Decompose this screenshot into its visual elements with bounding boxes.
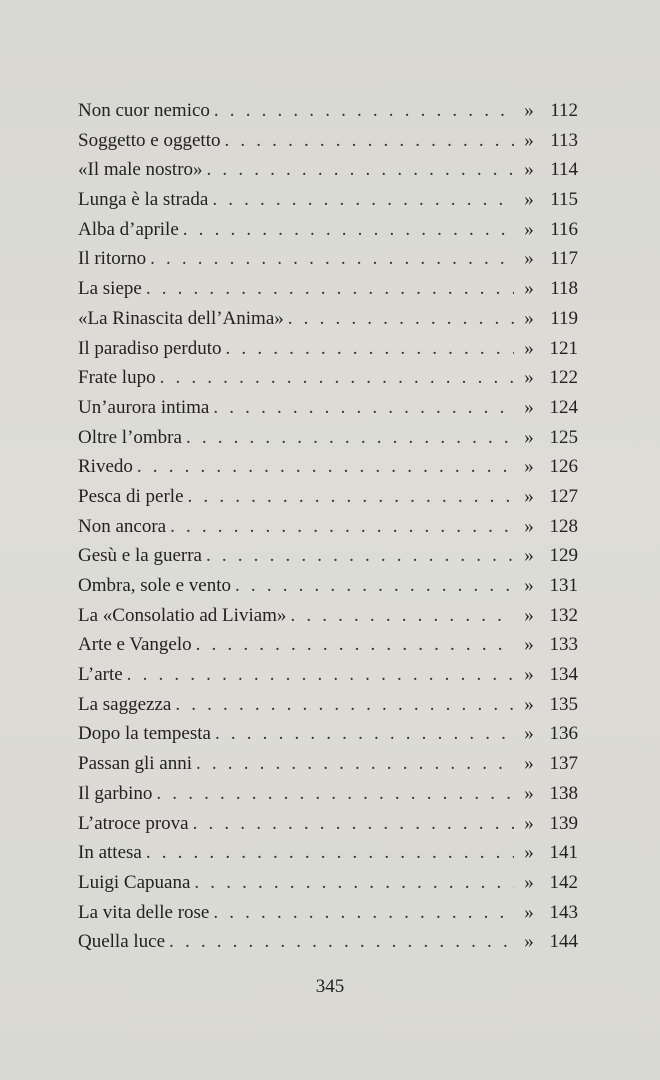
toc-entry-page: 127 (549, 485, 578, 507)
toc-entry-page: 114 (550, 159, 578, 181)
dot-leader (146, 838, 514, 868)
ditto-mark: » (524, 871, 534, 893)
ditto-mark: » (524, 129, 534, 151)
ditto-mark: » (524, 753, 534, 775)
toc-entry-title: Luigi Capuana (78, 871, 191, 893)
toc-entry-page: 143 (549, 901, 578, 923)
toc-entry-page: 118 (550, 278, 578, 300)
dot-leader (188, 482, 514, 512)
dot-leader (146, 274, 514, 304)
toc-entry-page: 138 (549, 782, 578, 804)
ditto-mark: » (524, 931, 534, 953)
ditto-mark: » (524, 634, 534, 656)
toc-entry-title: «La Rinascita dell’Anima» (78, 307, 284, 329)
toc-entry-page: 129 (549, 545, 578, 567)
toc-entry-page: 121 (549, 337, 578, 359)
toc-entry-title: Lunga è la strada (78, 189, 209, 211)
toc-entry-page: 132 (549, 604, 578, 626)
dot-leader (193, 809, 514, 839)
ditto-mark: » (524, 278, 534, 300)
ditto-mark: » (524, 693, 534, 715)
toc-entry (78, 452, 578, 482)
toc-entry-page: 142 (549, 871, 578, 893)
toc-entry (78, 423, 578, 453)
toc-entry-title: La vita delle rose (78, 901, 210, 923)
ditto-mark: » (524, 456, 534, 478)
toc-entry (78, 304, 578, 334)
toc-entry-title: Dopo la tempesta (78, 723, 211, 745)
table-of-contents (78, 96, 578, 957)
toc-entry-page: 131 (549, 575, 578, 596)
ditto-mark: » (524, 248, 534, 270)
toc-entry (78, 363, 578, 393)
toc-entry-title: L’atroce prova (78, 812, 189, 834)
ditto-mark: » (524, 307, 534, 329)
toc-entry-page: 137 (549, 753, 578, 775)
toc-entry-page: 124 (549, 396, 578, 418)
toc-entry-title: Il ritorno (78, 248, 147, 270)
ditto-mark: » (524, 782, 534, 804)
ditto-mark: » (524, 159, 534, 181)
toc-entry-title: Arte e Vangelo (78, 634, 192, 656)
dot-leader (169, 927, 514, 957)
toc-entry (78, 155, 578, 185)
toc-entry (78, 749, 578, 779)
toc-entry (78, 334, 578, 364)
ditto-mark: » (524, 367, 534, 389)
toc-entry (78, 868, 578, 898)
ditto-mark: » (524, 812, 534, 834)
toc-entry-title: Un’aurora intima (78, 396, 210, 418)
toc-entry-page: 126 (549, 456, 578, 478)
toc-entry-title: La «Consolatio ad Liviam» (78, 604, 287, 626)
ditto-mark: » (524, 485, 534, 507)
toc-entry (78, 838, 578, 868)
ditto-mark: » (524, 842, 534, 864)
toc-entry (78, 215, 578, 245)
dot-leader (196, 749, 514, 779)
toc-entry-page: 144 (549, 931, 578, 953)
toc-entry-page: 122 (549, 367, 578, 389)
ditto-mark: » (524, 901, 534, 923)
dot-leader (156, 779, 514, 809)
toc-entry-title: Frate lupo (78, 367, 156, 389)
dot-leader (207, 155, 514, 185)
toc-entry-page: 116 (550, 218, 578, 240)
toc-entry-title: Oltre l’ombra (78, 426, 182, 448)
dot-leader (288, 304, 514, 334)
toc-entry (78, 630, 578, 660)
toc-entry-title: Non ancora (78, 515, 167, 537)
toc-entry-title: Quella luce (78, 931, 166, 953)
toc-entry (78, 571, 578, 601)
dot-leader (212, 185, 514, 215)
toc-entry-page: 115 (550, 189, 578, 211)
toc-entry (78, 185, 578, 215)
ditto-mark: » (524, 337, 534, 359)
toc-entry (78, 393, 578, 423)
toc-entry-title: In attesa (78, 842, 142, 864)
toc-entry-title: «Il male nostro» (78, 159, 203, 181)
toc-entry (78, 482, 578, 512)
toc-entry (78, 244, 578, 274)
dot-leader (170, 512, 514, 542)
toc-entry (78, 719, 578, 749)
toc-entry-title: La saggezza (78, 693, 172, 715)
toc-entry-title: L’arte (78, 664, 123, 686)
dot-leader (224, 126, 514, 156)
toc-entry (78, 660, 578, 690)
ditto-mark: » (524, 189, 534, 211)
toc-entry-title: Rivedo (78, 456, 133, 478)
ditto-mark: » (524, 664, 534, 686)
ditto-mark: » (524, 515, 534, 537)
toc-entry-title: Il paradiso perduto (78, 337, 222, 359)
toc-entry (78, 690, 578, 720)
toc-entry-title: Gesù e la guerra (78, 545, 202, 567)
ditto-mark: » (524, 575, 534, 596)
toc-entry (78, 601, 578, 631)
dot-leader (226, 334, 514, 364)
toc-entry-page: 113 (550, 129, 578, 151)
ditto-mark: » (524, 604, 534, 626)
toc-entry-page: 112 (550, 100, 578, 121)
toc-entry-page: 119 (550, 307, 578, 329)
ditto-mark: » (524, 723, 534, 745)
toc-entry (78, 809, 578, 839)
dot-leader (150, 244, 514, 274)
ditto-mark: » (524, 100, 534, 121)
dot-leader (215, 719, 514, 749)
toc-entry-page: 136 (549, 723, 578, 745)
toc-entry (78, 779, 578, 809)
toc-entry-page: 117 (550, 248, 578, 270)
dot-leader (186, 423, 514, 453)
toc-entry (78, 541, 578, 571)
dot-leader (214, 96, 514, 126)
page-number: 345 (315, 976, 345, 997)
toc-entry-page: 133 (549, 634, 578, 656)
ditto-mark: » (524, 396, 534, 418)
dot-leader (206, 541, 514, 571)
toc-entry-title: Passan gli anni (78, 753, 192, 775)
dot-leader (290, 601, 514, 631)
toc-entry (78, 927, 578, 957)
ditto-mark: » (524, 545, 534, 567)
toc-entry-page: 128 (549, 515, 578, 537)
dot-leader (213, 898, 514, 928)
toc-entry (78, 126, 578, 156)
ditto-mark: » (524, 218, 534, 240)
toc-entry-title: Pesca di perle (78, 485, 184, 507)
toc-entry-title: Soggetto e oggetto (78, 129, 221, 151)
dot-leader (137, 452, 514, 482)
dot-leader (183, 215, 514, 245)
ditto-mark: » (524, 426, 534, 448)
toc-entry (78, 274, 578, 304)
toc-entry-page: 134 (549, 664, 578, 686)
toc-entry-page: 125 (549, 426, 578, 448)
toc-entry (78, 512, 578, 542)
toc-entry-title: Non cuor nemico (78, 100, 210, 121)
toc-entry-title: La siepe (78, 278, 142, 300)
toc-entry-page: 139 (549, 812, 578, 834)
dot-leader (160, 363, 514, 393)
dot-leader (194, 868, 514, 898)
toc-entry-page: 141 (549, 842, 578, 864)
toc-entry (78, 96, 578, 126)
toc-entry-title: Ombra, sole e vento (78, 575, 232, 596)
dot-leader (235, 571, 514, 601)
toc-entry-title: Il garbino (78, 782, 153, 804)
toc-entry-page: 135 (549, 693, 578, 715)
dot-leader (213, 393, 514, 423)
toc-entry-title: Alba d’aprile (78, 218, 179, 240)
dot-leader (196, 630, 514, 660)
dot-leader (127, 660, 514, 690)
dot-leader (175, 690, 514, 720)
toc-entry (78, 898, 578, 928)
